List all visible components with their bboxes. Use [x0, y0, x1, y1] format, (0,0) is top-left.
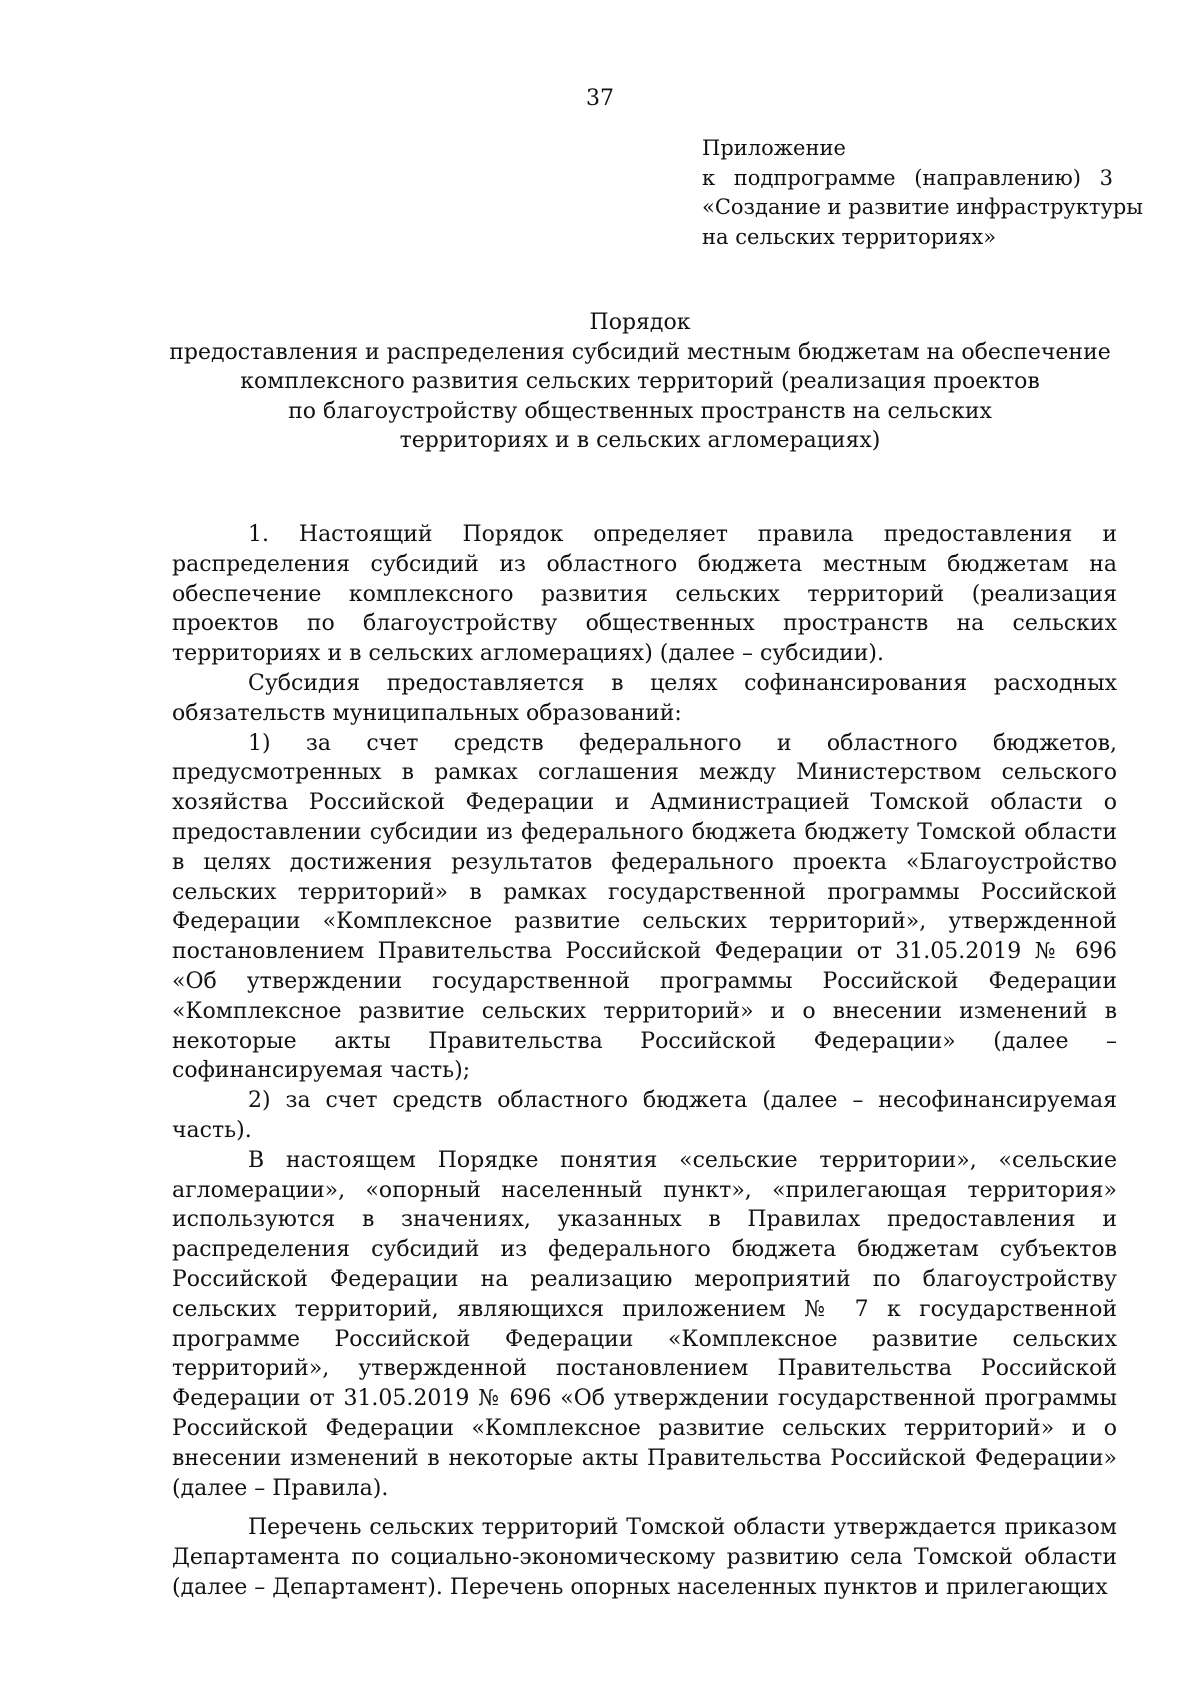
- appendix-block: [702, 134, 1144, 252]
- paragraph-1: 1. Настоящий Порядок определяет правила предоставления и распределения субсидий из областного бюджета местным бюджетам на обеспечение комплексного развития сельских территорий (реализация проектов по благоустройству общественных пространств на сельских территориях и в сельских агломерациях) (далее – субсидии).: [172, 522, 1117, 667]
- title-line-2: комплексного развития сельских территорий (реализация проектов: [240, 369, 1040, 394]
- page-number: 37: [586, 86, 614, 111]
- document-body: [172, 520, 1117, 1603]
- title-line-4: территориях и в сельских агломерациях): [399, 428, 881, 453]
- appendix-subprogram-name-line2: на сельских территориях»: [702, 224, 997, 249]
- paragraph-4: 2) за счет средств областного бюджета (далее – несофинансируемая часть).: [172, 1088, 1117, 1143]
- title-heading: Порядок: [589, 310, 691, 335]
- paragraph-6: Перечень сельских территорий Томской области утверждается приказом Департамента по социально-экономическому развитию села Томской области (далее – Департамент). Перечень опорных населенных пунктов и прилегающих: [172, 1515, 1117, 1600]
- document-title: [150, 308, 1130, 456]
- appendix-label: Приложение: [702, 136, 846, 160]
- paragraph-2: Субсидия предоставляется в целях софинансирования расходных обязательств муниципальных образований:: [172, 670, 1117, 726]
- title-line-3: по благоустройству общественных пространств на сельских: [288, 398, 992, 424]
- title-line-1: предоставления и распределения субсидий местным бюджетам на обеспечение: [169, 339, 1111, 365]
- appendix-subprogram-name-line1: «Создание и развитие инфраструктуры: [702, 195, 1144, 219]
- appendix-subprogram-line: к подпрограмме (направлению) 3: [702, 165, 1113, 190]
- paragraph-5: В настоящем Порядке понятия «сельские территории», «сельские агломерации», «опорный населенный пункт», «прилегающая территория» используются в значениях, указанных в Правилах предоставления и распределения субсидий из федерального бюджета бюджетам субъектов Российской Федерации на реализацию мероприятий по благоустройству сельских территорий, являющихся приложением № 7 к государственной программе Российской Федерации «Комплексное развитие сельских территорий», утвержденной постановлением Правительства Российской Федерации от 31.05.2019 № 696 «Об утверждении государственной программы Российской Федерации «Комплексное развитие сельских территорий» и о внесении изменений в некоторые акты Правительства Российской Федерации» (далее – Правила).: [172, 1147, 1117, 1501]
- paragraph-3: 1) за счет средств федерального и областного бюджетов, предусмотренных в рамках соглашения между Министерством сельского хозяйства Российской Федерации и Администрацией Томской области о предоставлении субсидии из федерального бюджета бюджету Томской области в целях достижения результатов федерального проекта «Благоустройство сельских территорий» в рамках государственной программы Российской Федерации «Комплексное развитие сельских территорий», утвержденной постановлением Правительства Российской Федерации от 31.05.2019 № 696 «Об утверждении государственной программы Российской Федерации «Комплексное развитие сельских территорий» и о внесении изменений в некоторые акты Правительства Российской Федерации» (далее – софинансируемая часть);: [172, 730, 1117, 1084]
